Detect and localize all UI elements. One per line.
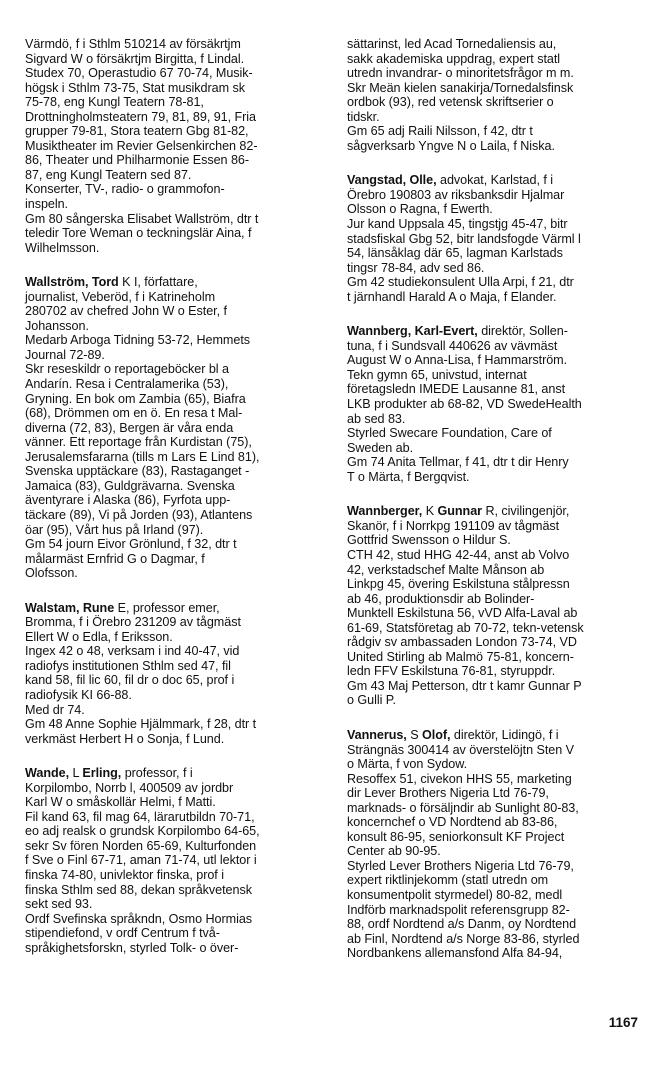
- entry-text-line: United Stirling ab Malmö 75-81, koncern-: [347, 649, 574, 664]
- entry-text-line: tidskr.: [347, 109, 380, 124]
- entry-text-line: Johansson.: [25, 318, 89, 333]
- entry-text-line: stadsfiskal Gbg 52, bitr landsfogde Värml l: [347, 231, 581, 246]
- entry-text-line: Studex 70, Operastudio 67 70-74, Musik-: [25, 66, 253, 81]
- entry-text-line: Gm 80 sångerska Elisabet Wallström, dtr t: [25, 211, 259, 226]
- entry-text-line: konsult 86-95, seniorkonsult KF Project: [347, 829, 565, 844]
- entry-text-line: ledn FFV Eskilstuna 76-81, styruppdr.: [347, 664, 556, 679]
- entry-text-line: Jamaica (83), Guldgrävarna. Svenska: [25, 478, 235, 493]
- entry-text-line: Ordf Svefinska språkndn, Osmo Hormias: [25, 911, 253, 926]
- biography-entry-walstam: [25, 601, 333, 746]
- entry-surname: Vangstad, Olle,: [347, 173, 437, 188]
- entry-first-line: [347, 173, 655, 188]
- entry-text-line: Med dr 74.: [25, 702, 85, 717]
- entry-surname: Wannberg, Karl-Evert,: [347, 324, 478, 339]
- entry-title-text: advokat, Karlstad, f i: [436, 173, 553, 188]
- biography-entry-wande: [25, 766, 333, 955]
- entry-title-text: professor, f i: [121, 766, 193, 781]
- entry-surname: Wallström, Tord: [25, 275, 119, 290]
- entry-text-line: Sweden ab.: [347, 440, 414, 455]
- entry-text-line: f Sve o Finl 67-71, aman 71-74, utl lektor i: [25, 853, 257, 868]
- entry-initial: S: [406, 727, 422, 742]
- biography-entry-vangstad: [347, 173, 655, 304]
- entry-text-line: kand 58, fil lic 60, fil dr o doc 65, prof i: [25, 673, 235, 688]
- entry-text-line: 61-69, Statsföretag ab 70-72, tekn-vetensk: [347, 620, 584, 635]
- biography-entry-wannberger: [347, 504, 655, 708]
- continued-entry-text: [25, 37, 333, 255]
- entry-text-line: t järnhandl Harald A o Maja, f Elander.: [347, 289, 557, 304]
- entry-text-line: Strängnäs 300414 av överstelöjtn Sten V: [347, 742, 574, 757]
- entry-text-line: Skr reseskildr o reportageböcker bl a: [25, 362, 229, 377]
- entry-text-line: Gm 65 adj Raili Nilsson, f 42, dtr t: [347, 124, 533, 139]
- entry-text-line: T o Märta, f Bergqvist.: [347, 469, 470, 484]
- entry-text-line: Jerusalemsfararna (tills m Lars E Lind 81),: [25, 449, 260, 464]
- entry-text-line: utredn invandrar- o minoritetsfrågor m m.: [347, 66, 574, 81]
- right-column: [347, 37, 655, 981]
- entry-text-line: Journal 72-89.: [25, 347, 105, 362]
- entry-text-line: finska 74-80, univlektor finska, prof i: [25, 867, 224, 882]
- entry-text-line: Indförb marknadspolit referensgrupp 82-: [347, 902, 570, 917]
- entry-first-line: [25, 275, 333, 290]
- entry-text-line: Resoffex 51, civekon HHS 55, marketing: [347, 771, 572, 786]
- entry-given-name: Erling,: [82, 766, 122, 781]
- entry-text-line: Medarb Arboga Tidning 53-72, Hemmets: [25, 333, 251, 348]
- entry-text-line: 42, verkstadschef Malte Månson ab: [347, 562, 545, 577]
- entry-first-line: [25, 766, 333, 781]
- entry-surname: Vannerus,: [347, 727, 407, 742]
- entry-text-line: Munktell Eskilstuna 56, vVD Alfa-Laval ab: [347, 606, 578, 621]
- entry-surname: Wande,: [25, 766, 70, 781]
- entry-text-line: ordbok (93), red vetensk skriftserier o: [347, 95, 554, 110]
- entry-text-line: CTH 42, stud HHG 42-44, anst ab Volvo: [347, 547, 570, 562]
- entry-text-line: eo adj realsk o grundsk Korpilombo 64-65,: [25, 824, 260, 839]
- entry-text-line: öar (95), Vårt hus på Irland (97).: [25, 522, 204, 537]
- entry-title-text: E, professor emer,: [114, 600, 220, 615]
- entry-text-line: ab sed 83.: [347, 411, 406, 426]
- entry-text-line: Andarín. Resa i Centralamerika (53),: [25, 377, 229, 392]
- entry-text-line: Styrled Swecare Foundation, Care of: [347, 426, 552, 441]
- entry-text-line: Gm 74 Anita Tellmar, f 41, dtr t dir Henry: [347, 455, 569, 470]
- entry-text-line: sakk akademiska uppdrag, expert statl: [347, 51, 561, 66]
- entry-text-line: rådgiv sv ambassaden London 73-74, VD: [347, 635, 577, 650]
- entry-text-line: ab 46, produktionsdir ab Bolinder-: [347, 591, 535, 606]
- entry-text-line: diverna (72, 83), Bergen är våra enda: [25, 420, 234, 435]
- entry-text-line: vänner. Ett reportage från Kurdistan (75),: [25, 435, 252, 450]
- entry-text-line: sågverksarb Yngve N o Laila, f Niska.: [347, 138, 555, 153]
- entry-text-line: o Märta, f von Sydow.: [347, 757, 468, 772]
- entry-text-line: finska Sthlm sed 88, dekan språkvetensk: [25, 882, 252, 897]
- biography-entry-wallstrom: [25, 275, 333, 580]
- entry-first-line: [25, 601, 333, 616]
- entry-text-line: målarmäst Ernfrid G o Dagmar, f: [25, 551, 205, 566]
- entry-text-line: Jur kand Uppsala 45, tingstjg 45-47, bitr: [347, 217, 568, 232]
- entry-text-line: språkighetsforskn, styrled Tolk- o över-: [25, 940, 239, 955]
- entry-text-line: Ingex 42 o 48, verksam i ind 40-47, vid: [25, 644, 240, 659]
- biography-entry-wannberg: [347, 324, 655, 484]
- entry-text-line: Linkpg 45, övering Eskilstuna stålpressn: [347, 577, 570, 592]
- entry-given-name: Olof,: [422, 727, 451, 742]
- entry-text-line: grupper 79-81, Stora teatern Gbg 81-82,: [25, 124, 249, 139]
- entry-text-line: sekt sed 93.: [25, 897, 93, 912]
- entry-given-name: Gunnar: [437, 504, 482, 519]
- continued-entry-text: [347, 37, 655, 153]
- entry-text-line: 87, eng Kungl Teatern sed 87.: [25, 167, 192, 182]
- entry-text-line: journalist, Veberöd, f i Katrineholm: [25, 289, 216, 304]
- entry-text-line: Gottfrid Swensson o Hildur S.: [347, 533, 511, 548]
- entry-text-line: företagsledn IMEDE Lausanne 81, anst: [347, 382, 566, 397]
- entry-text-line: Center ab 90-95.: [347, 844, 441, 859]
- entry-text-line: 75-78, eng Kungl Teatern 78-81,: [25, 95, 204, 110]
- entry-text-line: Gm 48 Anne Sophie Hjälmmark, f 28, dtr t: [25, 717, 257, 732]
- entry-first-line: [347, 728, 655, 743]
- entry-text-line: Wilhelmsson.: [25, 240, 100, 255]
- entry-text-line: Olofsson.: [25, 566, 78, 581]
- entry-text-line: sekr Sv fören Norden 65-69, Kulturfonden: [25, 838, 257, 853]
- entry-text-line: Drottningholmsteatern 79, 81, 89, 91, Fria: [25, 109, 257, 124]
- entry-text-line: dir Lever Brothers Nigeria Ltd 76-79,: [347, 786, 549, 801]
- entry-text-line: Sigvard W o försäkrtjm Birgitta, f Lindal.: [25, 51, 245, 66]
- entry-text-line: o Gulli P.: [347, 693, 396, 708]
- entry-first-line: [347, 504, 655, 519]
- entry-title-text: K I, författare,: [118, 275, 198, 290]
- entry-text-line: stipendiefond, v ordf Centrum f två-: [25, 926, 220, 941]
- entry-text-line: expert riktlinjekomm (statl utredn om: [347, 873, 549, 888]
- entry-text-line: 86, Theater und Philharmonie Essen 86-: [25, 153, 249, 168]
- entry-text-line: äventyrare i Alaska (86), Fyrfota upp-: [25, 493, 231, 508]
- entry-text-line: Korpilombo, Norrb l, 400509 av jordbr: [25, 780, 234, 795]
- entry-text-line: Karl W o småskollär Helmi, f Matti.: [25, 795, 216, 810]
- entry-text-line: August W o Anna-Lisa, f Hammarström.: [347, 353, 568, 368]
- entry-text-line: inspeln.: [25, 197, 69, 212]
- entry-text-line: Konserter, TV-, radio- o grammofon-: [25, 182, 225, 197]
- entry-text-line: Svenska upptäckare (83), Rastaganget -: [25, 464, 250, 479]
- entry-title-text: R, civilingenjör,: [482, 504, 570, 519]
- entry-text-line: teledir Tore Weman o teckningslär Aina, f: [25, 226, 252, 241]
- entry-initial: L: [69, 766, 83, 781]
- entry-surname: Wannberger,: [347, 504, 423, 519]
- entry-text-line: Olsson o Ragna, f Ewerth.: [347, 202, 493, 217]
- entry-text-line: Skr Meän kielen sanakirja/Tornedalsfinsk: [347, 80, 574, 95]
- entry-text-line: täckare (89), Vi på Jorden (93), Atlantens: [25, 507, 253, 522]
- entry-text-line: marknads- o försäljndir ab Sunlight 80-83,: [347, 800, 579, 815]
- entry-text-line: 280702 av chefred John W o Ester, f: [25, 304, 227, 319]
- entry-first-line: [347, 324, 655, 339]
- entry-text-line: högsk i Sthlm 73-75, Stat musikdram sk: [25, 80, 245, 95]
- entry-title-text: direktör, Sollen-: [477, 324, 568, 339]
- entry-text-line: Musiktheater im Revier Gelsenkirchen 82-: [25, 138, 258, 153]
- entry-text-line: Bromma, f i Örebro 231209 av tågmäst: [25, 615, 241, 630]
- entry-text-line: tuna, f i Sundsvall 440626 av vävmäst: [347, 338, 558, 353]
- entry-text-line: 54, länsåklag där 65, lagman Karlstads: [347, 246, 563, 261]
- entry-text-line: konsumentpolit styrmedel) 80-82, medl: [347, 887, 563, 902]
- entry-text-line: LKB produkter ab 68-82, VD SwedeHealth: [347, 397, 582, 412]
- entry-text-line: 88, ordf Nordtend a/s Danm, oy Nordtend: [347, 917, 577, 932]
- entry-text-line: Tekn gymn 65, univstud, internat: [347, 367, 527, 382]
- entry-text-line: Skanör, f i Norrkpg 191109 av tågmäst: [347, 518, 560, 533]
- left-column: [25, 37, 333, 975]
- entry-text-line: Gm 42 studiekonsulent Ulla Arpi, f 21, dtr: [347, 275, 574, 290]
- entry-text-line: (68), Drömmen om en ö. En resa t Mal-: [25, 406, 243, 421]
- entry-text-line: Gm 54 journ Eivor Grönlund, f 32, dtr t: [25, 537, 237, 552]
- entry-text-line: Örebro 190803 av riksbanksdir Hjalmar: [347, 187, 565, 202]
- entry-text-line: Fil kand 63, fil mag 64, lärarutbildn 70-71,: [25, 809, 255, 824]
- entry-text-line: verkmäst Herbert H o Sonja, f Lund.: [25, 731, 225, 746]
- entry-text-line: Ellert W o Edla, f Eriksson.: [25, 629, 173, 644]
- entry-text-line: tingsr 78-84, adv sed 86.: [347, 260, 485, 275]
- entry-initial: K: [422, 504, 438, 519]
- entry-text-line: Värmdö, f i Sthlm 510214 av försäkrtjm: [25, 37, 241, 51]
- entry-text-line: Gm 43 Maj Petterson, dtr t kamr Gunnar P: [347, 678, 582, 693]
- entry-title-text: direktör, Lidingö, f i: [450, 727, 559, 742]
- entry-text-line: Styrled Lever Brothers Nigeria Ltd 76-79,: [347, 858, 574, 873]
- entry-text-line: radiofysik KI 66-88.: [25, 687, 132, 702]
- biography-entry-vannerus: [347, 728, 655, 961]
- entry-surname: Walstam, Rune: [25, 600, 115, 615]
- entry-text-line: koncernchef o VD Nordtend ab 83-86,: [347, 815, 558, 830]
- entry-text-line: Nordbankens allemansfond Alfa 84-94,: [347, 946, 563, 961]
- entry-text-line: Gryning. En bok om Zambia (65), Biafra: [25, 391, 246, 406]
- entry-text-line: radiofys institutionen Sthlm sed 47, fil: [25, 658, 231, 673]
- entry-text-line: sättarinst, led Acad Tornedaliensis au,: [347, 37, 557, 51]
- entry-text-line: ab Finl, Nordtend a/s Norge 83-86, styrled: [347, 931, 580, 946]
- page-number: 1167: [608, 1015, 638, 1030]
